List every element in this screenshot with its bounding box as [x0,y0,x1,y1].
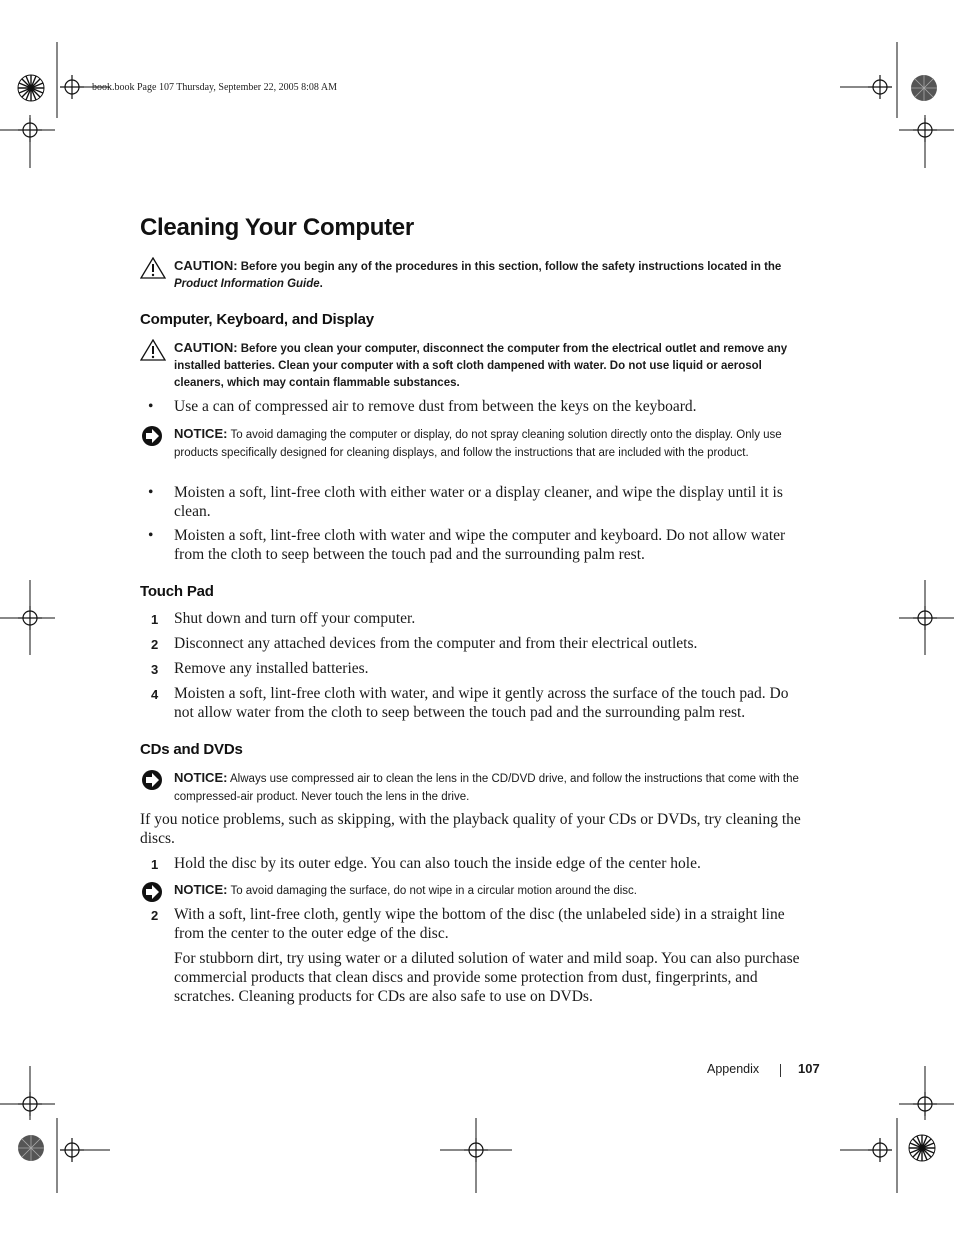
step-item [140,609,812,628]
notice-label: NOTICE: [174,770,228,785]
keyboard-notice [140,425,812,462]
step-text: Moisten a soft, lint-free cloth with water, and wipe it gently across the surface of the touch pad. Do not allow water from the cloth to seep between the touch pad and the surrounding palm rest. [174,685,789,721]
step-number: 2 [151,908,159,923]
bullet-marker: • [148,527,154,544]
caution-label: CAUTION: [174,258,238,273]
step-number: 2 [151,637,159,652]
step-item [140,659,812,678]
caution-guide-title: Product Information Guide [174,278,320,290]
step-item [140,905,812,943]
step-item [140,684,812,722]
step-text: Shut down and turn off your computer. [174,610,416,627]
notice-arrow-icon [140,881,164,903]
page-number: 107 [798,1061,820,1076]
print-header: book.book Page 107 Thursday, September 22, 2005 8:08 AM [92,82,337,93]
step-item [140,854,812,873]
step-followup-paragraph: For stubborn dirt, try using water or a diluted solution of water and mild soap. You can also purchase commercial products that clean discs and provide some protection from dust, fingerprints, and scratches. Cleaning products for CDs are also safe to use on DVDs. [174,950,800,1005]
caution-text-end: . [319,278,323,290]
cds-notice-2 [140,881,812,900]
page-title: Cleaning Your Computer [140,214,414,241]
bullet-text: Use a can of compressed air to remove dust from between the keys on the keyboard. [174,398,697,415]
notice-arrow-icon [140,425,164,447]
notice-label: NOTICE: [174,882,228,897]
caution-icon [140,257,166,279]
bullet-marker: • [148,484,154,501]
step-item [140,634,812,653]
bullet-marker: • [148,398,154,415]
step-text: Remove any installed batteries. [174,660,369,677]
list-item [140,397,812,416]
step-number: 3 [151,662,159,677]
step-number: 4 [151,687,159,702]
notice-text: To avoid damaging the surface, do not wipe in a circular motion around the disc. [227,885,638,897]
notice-text: Always use compressed air to clean the lens in the CD/DVD drive, and follow the instructions that come with the compressed-air product. Never touch the lens in the drive. [174,773,799,803]
footer-section-label: Appendix [707,1062,760,1076]
bullet-text: Moisten a soft, lint-free cloth with either water or a display cleaner, and wipe the display until it is clean. [174,484,783,520]
notice-arrow-icon [140,769,164,791]
footer-divider [780,1064,781,1077]
notice-label: NOTICE: [174,426,228,441]
section-heading-touchpad: Touch Pad [140,583,214,600]
step-text: With a soft, lint-free cloth, gently wipe the bottom of the disc (the unlabeled side) in a straight line from the center to the outer edge of the disc. [174,906,785,942]
section-heading-keyboard: Computer, Keyboard, and Display [140,311,374,328]
caution-text: Before you clean your computer, disconnect the computer from the electrical outlet and remove any installed batteries. Clean your computer with a soft cloth dampened with water. Do not use liquid or aerosol cleaners, which may contain flammable substances. [174,343,788,389]
cds-intro-paragraph: If you notice problems, such as skipping, with the playback quality of your CDs or DVDs, try cleaning the discs. [140,811,801,847]
step-text: Hold the disc by its outer edge. You can also touch the inside edge of the center hole. [174,855,701,872]
notice-text: To avoid damaging the computer or display, do not spray cleaning solution directly onto the display. Only use products specifically designed for cleaning displays, and follow the instructions that are included with the product. [174,429,782,459]
step-text: Disconnect any attached devices from the computer and from their electrical outlets. [174,635,698,652]
intro-caution [140,257,812,293]
bullet-text: Moisten a soft, lint-free cloth with water and wipe the computer and keyboard. Do not allow water from the cloth to seep between the touch pad and the surrounding palm rest. [174,527,786,563]
list-item [140,526,812,564]
section-heading-cds: CDs and DVDs [140,741,243,758]
list-item [140,483,812,521]
caution-text: Before you begin any of the procedures in this section, follow the safety instructions located in the [237,261,782,273]
cds-notice-1 [140,769,812,806]
caution-icon [140,339,166,361]
keyboard-caution [140,339,812,392]
caution-label: CAUTION: [174,340,238,355]
step-number: 1 [151,612,159,627]
step-number: 1 [151,857,159,872]
